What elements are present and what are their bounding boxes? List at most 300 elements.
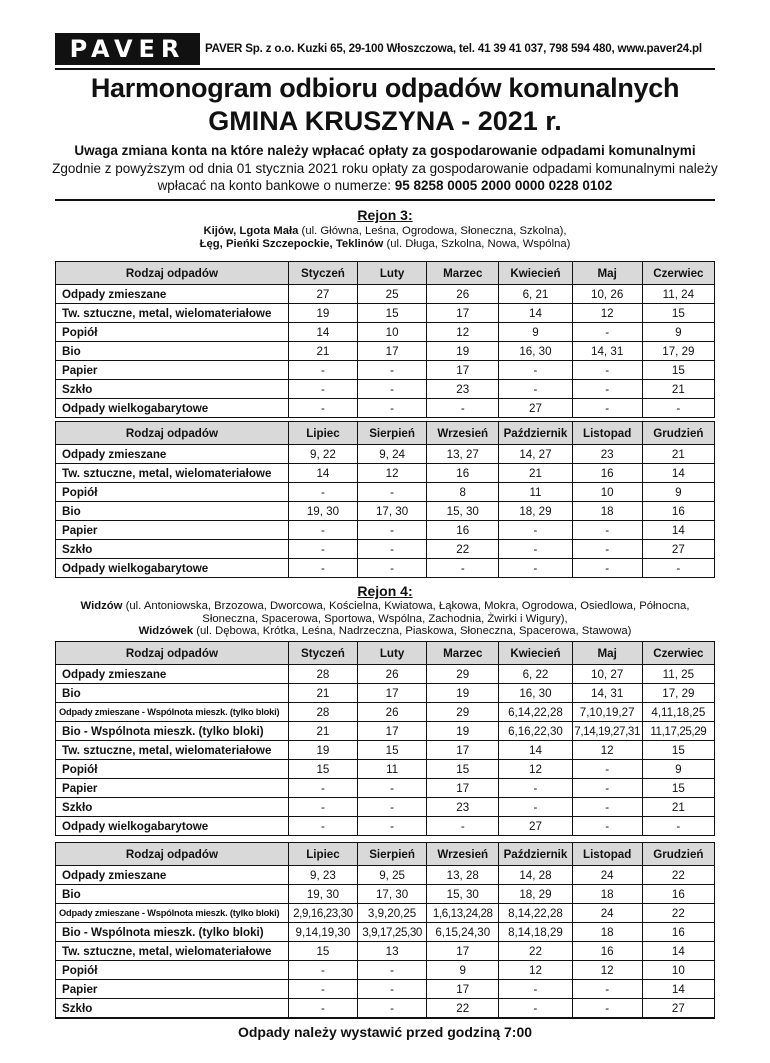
- waste-type-cell: Szkło: [56, 798, 289, 817]
- pickup-dates-cell: -: [572, 323, 642, 342]
- table-row: [56, 399, 715, 418]
- pickup-dates-cell: -: [572, 380, 642, 399]
- month-header: Październik: [499, 422, 572, 445]
- pickup-dates-cell: -: [572, 817, 642, 836]
- schedule-table-r3-h1: [55, 261, 715, 418]
- waste-type-cell: Tw. sztuczne, metal, wielomateriałowe: [56, 464, 289, 483]
- pickup-dates-cell: 15: [288, 942, 357, 961]
- month-header: Maj: [572, 262, 642, 285]
- pickup-dates-cell: -: [427, 399, 499, 418]
- paver-logo: PAVER: [55, 33, 200, 65]
- month-header: Październik: [499, 843, 572, 866]
- pickup-dates-cell: 19: [427, 342, 499, 361]
- pickup-dates-cell: 27: [499, 817, 572, 836]
- pickup-dates-cell: -: [499, 980, 572, 999]
- month-header: Luty: [358, 642, 427, 665]
- pickup-dates-cell: -: [288, 361, 357, 380]
- pickup-dates-cell: 14: [288, 323, 357, 342]
- pickup-dates-cell: 3,9,20,25: [358, 904, 427, 923]
- pickup-dates-cell: 8,14,18,29: [499, 923, 572, 942]
- pickup-dates-cell: -: [642, 817, 714, 836]
- notice-account-prefix: wpłacać na konto bankowe o numerze:: [157, 178, 395, 193]
- pickup-dates-cell: 8: [427, 483, 499, 502]
- pickup-dates-cell: 10, 26: [572, 285, 642, 304]
- waste-type-cell: Szkło: [56, 999, 289, 1018]
- pickup-dates-cell: -: [572, 540, 642, 559]
- pickup-dates-cell: 16, 30: [499, 342, 572, 361]
- pickup-dates-cell: 15: [288, 760, 357, 779]
- pickup-dates-cell: -: [358, 559, 427, 578]
- pickup-dates-cell: 13, 27: [427, 445, 499, 464]
- table-row: [56, 521, 715, 540]
- pickup-dates-cell: 12: [358, 464, 427, 483]
- pickup-dates-cell: 23: [427, 798, 499, 817]
- locality-names: Widzów: [80, 600, 123, 612]
- pickup-dates-cell: 27: [499, 399, 572, 418]
- pickup-dates-cell: 22: [499, 942, 572, 961]
- pickup-dates-cell: -: [358, 399, 427, 418]
- pickup-dates-cell: 12: [572, 304, 642, 323]
- pickup-dates-cell: -: [642, 399, 714, 418]
- schedule-table-r4-h2: [55, 842, 715, 1018]
- bank-account-number: 95 8258 0005 2000 0000 0228 0102: [394, 178, 613, 193]
- month-header: Kwiecień: [499, 642, 572, 665]
- pickup-dates-cell: 19: [427, 722, 499, 741]
- table-row: [56, 779, 715, 798]
- waste-type-cell: Odpady wielkogabarytowe: [56, 399, 289, 418]
- notice-detail: Zgodnie z powyższym od dnia 01 stycznia 2021 roku opłaty za gospodarowanie odpadami komunalnymi należy: [52, 161, 718, 176]
- pickup-dates-cell: 6, 21: [499, 285, 572, 304]
- pickup-dates-cell: 9: [499, 323, 572, 342]
- pickup-dates-cell: 17: [427, 361, 499, 380]
- pickup-dates-cell: -: [288, 399, 357, 418]
- waste-type-cell: Bio: [56, 684, 289, 703]
- pickup-dates-cell: 11, 24: [642, 285, 714, 304]
- pickup-dates-cell: 22: [427, 540, 499, 559]
- pickup-dates-cell: 17: [358, 684, 427, 703]
- pickup-dates-cell: -: [572, 980, 642, 999]
- pickup-dates-cell: -: [499, 559, 572, 578]
- waste-type-cell: Bio: [56, 502, 289, 521]
- table-row: [56, 304, 715, 323]
- table-row: [56, 445, 715, 464]
- pickup-dates-cell: 14: [642, 521, 714, 540]
- pickup-dates-cell: 14: [642, 980, 714, 999]
- waste-type-cell: Papier: [56, 361, 289, 380]
- table-row: [56, 904, 715, 923]
- pickup-dates-cell: 27: [642, 999, 714, 1018]
- waste-type-cell: Popiół: [56, 323, 289, 342]
- pickup-dates-cell: -: [499, 540, 572, 559]
- pickup-dates-cell: 28: [288, 665, 357, 684]
- pickup-dates-cell: -: [288, 559, 357, 578]
- pickup-dates-cell: -: [499, 999, 572, 1018]
- company-info: PAVER Sp. z o.o. Kuzki 65, 29-100 Włoszczowa, tel. 41 39 41 037, 798 594 480, www.paver24.pl: [205, 42, 702, 55]
- street-names: (ul. Długa, Szkolna, Nowa, Wspólna): [383, 237, 571, 250]
- pickup-dates-cell: -: [358, 999, 427, 1018]
- pickup-dates-cell: -: [288, 980, 357, 999]
- waste-type-cell: Bio: [56, 342, 289, 361]
- footer-rule: [55, 1017, 715, 1019]
- pickup-dates-cell: -: [358, 483, 427, 502]
- table-row: [56, 961, 715, 980]
- pickup-dates-cell: 9: [642, 760, 714, 779]
- table-row: [56, 323, 715, 342]
- pickup-dates-cell: 26: [358, 703, 427, 722]
- pickup-dates-cell: 18, 29: [499, 502, 572, 521]
- pickup-dates-cell: -: [358, 980, 427, 999]
- pickup-dates-cell: -: [358, 361, 427, 380]
- pickup-dates-cell: -: [358, 521, 427, 540]
- region-4-description: [60, 600, 710, 638]
- pickup-dates-cell: 14: [642, 942, 714, 961]
- waste-type-cell: Odpady zmieszane - Wspólnota mieszk. (tylko bloki): [56, 703, 289, 722]
- region-desc-line: [60, 225, 710, 238]
- waste-type-cell: Odpady wielkogabarytowe: [56, 817, 289, 836]
- pickup-dates-cell: 7,14,19,27,31: [572, 722, 642, 741]
- pickup-dates-cell: 12: [499, 760, 572, 779]
- pickup-dates-cell: 25: [358, 285, 427, 304]
- pickup-dates-cell: 21: [288, 342, 357, 361]
- waste-type-cell: Bio - Wspólnota mieszk. (tylko bloki): [56, 923, 289, 942]
- month-header: Marzec: [427, 262, 499, 285]
- pickup-dates-cell: 16: [642, 502, 714, 521]
- waste-type-cell: Tw. sztuczne, metal, wielomateriałowe: [56, 741, 289, 760]
- schedule-table-r3-h2: [55, 421, 715, 578]
- pickup-dates-cell: 9: [642, 483, 714, 502]
- waste-type-header: Rodzaj odpadów: [56, 422, 289, 445]
- pickup-dates-cell: -: [499, 779, 572, 798]
- table-row: [56, 703, 715, 722]
- month-header: Lipiec: [288, 422, 357, 445]
- pickup-dates-cell: 19, 30: [288, 885, 357, 904]
- pickup-dates-cell: -: [572, 798, 642, 817]
- waste-type-cell: Popiół: [56, 483, 289, 502]
- pickup-dates-cell: 14: [499, 304, 572, 323]
- waste-type-cell: Szkło: [56, 380, 289, 399]
- pickup-dates-cell: 17, 30: [358, 502, 427, 521]
- pickup-dates-cell: 13: [358, 942, 427, 961]
- locality-names: Widzówek: [138, 625, 194, 638]
- pickup-dates-cell: -: [288, 817, 357, 836]
- pickup-dates-cell: 14, 27: [499, 445, 572, 464]
- month-header: Czerwiec: [642, 642, 714, 665]
- table-row: [56, 885, 715, 904]
- region-desc-line: [60, 600, 710, 625]
- pickup-dates-cell: 26: [427, 285, 499, 304]
- pickup-dates-cell: 14: [642, 464, 714, 483]
- pickup-dates-cell: 14, 31: [572, 684, 642, 703]
- pickup-dates-cell: 22: [642, 904, 714, 923]
- region-4-title: Rejon 4:: [357, 583, 413, 599]
- page-title: Harmonogram odbioru odpadów komunalnych: [90, 73, 680, 103]
- pickup-dates-cell: 16: [642, 923, 714, 942]
- region-desc-line: [60, 238, 710, 251]
- pickup-dates-cell: 22: [427, 999, 499, 1018]
- pickup-dates-cell: -: [288, 380, 357, 399]
- pickup-dates-cell: 9, 22: [288, 445, 357, 464]
- waste-type-cell: Odpady zmieszane: [56, 445, 289, 464]
- pickup-dates-cell: 16: [427, 464, 499, 483]
- waste-type-cell: Papier: [56, 521, 289, 540]
- pickup-dates-cell: -: [427, 817, 499, 836]
- street-names: (ul. Główna, Leśna, Ogrodowa, Słoneczna, Szkolna),: [298, 225, 567, 237]
- pickup-dates-cell: -: [572, 779, 642, 798]
- waste-type-cell: Bio: [56, 885, 289, 904]
- pickup-dates-cell: 18: [572, 885, 642, 904]
- waste-type-cell: Tw. sztuczne, metal, wielomateriałowe: [56, 942, 289, 961]
- waste-type-cell: Popiół: [56, 961, 289, 980]
- pickup-dates-cell: -: [358, 779, 427, 798]
- pickup-dates-cell: 22: [642, 866, 714, 885]
- table-header-row: [56, 642, 715, 665]
- pickup-dates-cell: 17: [427, 980, 499, 999]
- pickup-dates-cell: 15, 30: [427, 885, 499, 904]
- waste-type-cell: Tw. sztuczne, metal, wielomateriałowe: [56, 304, 289, 323]
- month-header: Czerwiec: [642, 262, 714, 285]
- month-header: Sierpień: [358, 843, 427, 866]
- notice-account: [0, 178, 770, 193]
- month-header: Grudzień: [642, 843, 714, 866]
- footer-note: Odpady należy wystawić przed godziną 7:00: [237, 1024, 533, 1040]
- waste-type-cell: Odpady zmieszane: [56, 285, 289, 304]
- table-row: [56, 285, 715, 304]
- table-row: [56, 741, 715, 760]
- pickup-dates-cell: 17: [358, 722, 427, 741]
- pickup-dates-cell: 16: [572, 464, 642, 483]
- waste-type-header: Rodzaj odpadów: [56, 843, 289, 866]
- table-header-row: [56, 843, 715, 866]
- pickup-dates-cell: 17: [427, 942, 499, 961]
- page-header: [55, 33, 715, 65]
- pickup-dates-cell: 29: [427, 703, 499, 722]
- pickup-dates-cell: 28: [288, 703, 357, 722]
- pickup-dates-cell: 19: [288, 741, 357, 760]
- month-header: Listopad: [572, 422, 642, 445]
- pickup-dates-cell: 26: [358, 665, 427, 684]
- header-rule: [55, 68, 715, 70]
- month-header: Luty: [358, 262, 427, 285]
- waste-type-cell: Popiół: [56, 760, 289, 779]
- pickup-dates-cell: -: [499, 798, 572, 817]
- table-row: [56, 760, 715, 779]
- table-row: [56, 684, 715, 703]
- pickup-dates-cell: 18, 29: [499, 885, 572, 904]
- pickup-dates-cell: 12: [572, 961, 642, 980]
- pickup-dates-cell: 1,6,13,24,28: [427, 904, 499, 923]
- pickup-dates-cell: -: [572, 999, 642, 1018]
- pickup-dates-cell: 9: [642, 323, 714, 342]
- pickup-dates-cell: 16, 30: [499, 684, 572, 703]
- table-row: [56, 665, 715, 684]
- pickup-dates-cell: 15: [642, 741, 714, 760]
- locality-names: Łęg, Pieńki Szczepockie, Teklinów: [199, 237, 384, 250]
- pickup-dates-cell: 9: [427, 961, 499, 980]
- month-header: Maj: [572, 642, 642, 665]
- table-row: [56, 361, 715, 380]
- schedule-table-r4-h1: [55, 641, 715, 836]
- pickup-dates-cell: 15: [358, 304, 427, 323]
- pickup-dates-cell: -: [358, 961, 427, 980]
- month-header: Sierpień: [358, 422, 427, 445]
- pickup-dates-cell: 17: [427, 779, 499, 798]
- table-row: [56, 502, 715, 521]
- pickup-dates-cell: 7,10,19,27: [572, 703, 642, 722]
- pickup-dates-cell: -: [427, 559, 499, 578]
- pickup-dates-cell: -: [499, 521, 572, 540]
- month-header: Styczeń: [288, 642, 357, 665]
- pickup-dates-cell: 6, 22: [499, 665, 572, 684]
- region-3-title: Rejon 3:: [357, 207, 413, 223]
- pickup-dates-cell: 10: [642, 961, 714, 980]
- pickup-dates-cell: 16: [642, 885, 714, 904]
- pickup-dates-cell: 11, 25: [642, 665, 714, 684]
- page-subtitle: GMINA KRUSZYNA - 2021 r.: [208, 106, 562, 136]
- waste-type-cell: Papier: [56, 779, 289, 798]
- table-row: [56, 817, 715, 836]
- pickup-dates-cell: 11: [358, 760, 427, 779]
- pickup-dates-cell: 12: [499, 961, 572, 980]
- pickup-dates-cell: 14: [288, 464, 357, 483]
- pickup-dates-cell: 21: [288, 722, 357, 741]
- region-3-description: [60, 225, 710, 250]
- pickup-dates-cell: 11: [499, 483, 572, 502]
- pickup-dates-cell: 17: [358, 342, 427, 361]
- table-row: [56, 483, 715, 502]
- pickup-dates-cell: 17: [427, 304, 499, 323]
- pickup-dates-cell: -: [572, 361, 642, 380]
- pickup-dates-cell: 11,17,25,29: [642, 722, 714, 741]
- table-row: [56, 722, 715, 741]
- pickup-dates-cell: 24: [572, 904, 642, 923]
- pickup-dates-cell: 15: [358, 741, 427, 760]
- table-row: [56, 464, 715, 483]
- pickup-dates-cell: 9, 24: [358, 445, 427, 464]
- pickup-dates-cell: 19, 30: [288, 502, 357, 521]
- pickup-dates-cell: 21: [288, 684, 357, 703]
- pickup-dates-cell: 16: [427, 521, 499, 540]
- pickup-dates-cell: 15: [642, 779, 714, 798]
- pickup-dates-cell: -: [288, 779, 357, 798]
- region-desc-line: [60, 625, 710, 638]
- pickup-dates-cell: 23: [427, 380, 499, 399]
- pickup-dates-cell: 12: [572, 741, 642, 760]
- pickup-dates-cell: 6,15,24,30: [427, 923, 499, 942]
- pickup-dates-cell: 6,16,22,30: [499, 722, 572, 741]
- pickup-dates-cell: 15: [642, 361, 714, 380]
- pickup-dates-cell: 18: [572, 923, 642, 942]
- pickup-dates-cell: 9, 23: [288, 866, 357, 885]
- street-names: (ul. Antoniowska, Brzozowa, Dworcowa, Kościelna, Kwiatowa, Łąkowa, Mokra, Ogrodowa, Osiedlowa, Północna, Słoneczna, Spacerowa, Sportowa, Wspólna, Zachodnia, Żwirki i Wigury),: [122, 600, 690, 625]
- pickup-dates-cell: 9, 25: [358, 866, 427, 885]
- month-header: Wrzesień: [427, 843, 499, 866]
- pickup-dates-cell: 17, 29: [642, 684, 714, 703]
- pickup-dates-cell: -: [288, 540, 357, 559]
- pickup-dates-cell: 10: [572, 483, 642, 502]
- pickup-dates-cell: -: [642, 559, 714, 578]
- waste-type-header: Rodzaj odpadów: [56, 642, 289, 665]
- pickup-dates-cell: 24: [572, 866, 642, 885]
- pickup-dates-cell: 21: [642, 798, 714, 817]
- table-row: [56, 980, 715, 999]
- pickup-dates-cell: -: [288, 961, 357, 980]
- pickup-dates-cell: -: [358, 380, 427, 399]
- pickup-dates-cell: -: [572, 760, 642, 779]
- table-row: [56, 540, 715, 559]
- pickup-dates-cell: 21: [499, 464, 572, 483]
- notice-rule: [55, 199, 715, 201]
- waste-type-cell: Szkło: [56, 540, 289, 559]
- month-header: Marzec: [427, 642, 499, 665]
- pickup-dates-cell: 27: [288, 285, 357, 304]
- table-row: [56, 866, 715, 885]
- table-row: [56, 999, 715, 1018]
- pickup-dates-cell: -: [288, 483, 357, 502]
- waste-type-cell: Odpady zmieszane: [56, 665, 289, 684]
- month-header: Grudzień: [642, 422, 714, 445]
- account-change-notice: Uwaga zmiana konta na które należy wpłacać opłaty za gospodarowanie odpadami komunalnymi: [74, 143, 696, 158]
- pickup-dates-cell: 10, 27: [572, 665, 642, 684]
- table-row: [56, 380, 715, 399]
- pickup-dates-cell: -: [572, 559, 642, 578]
- waste-type-cell: Papier: [56, 980, 289, 999]
- pickup-dates-cell: 19: [427, 684, 499, 703]
- month-header: Styczeń: [288, 262, 357, 285]
- pickup-dates-cell: 17: [427, 741, 499, 760]
- pickup-dates-cell: 19: [288, 304, 357, 323]
- pickup-dates-cell: 15, 30: [427, 502, 499, 521]
- pickup-dates-cell: 12: [427, 323, 499, 342]
- pickup-dates-cell: 2,9,16,23,30: [288, 904, 357, 923]
- waste-type-cell: Odpady zmieszane - Wspólnota mieszk. (tylko bloki): [56, 904, 289, 923]
- pickup-dates-cell: 17, 30: [358, 885, 427, 904]
- waste-type-cell: Bio - Wspólnota mieszk. (tylko bloki): [56, 722, 289, 741]
- table-row: [56, 342, 715, 361]
- pickup-dates-cell: 10: [358, 323, 427, 342]
- month-header: Kwiecień: [499, 262, 572, 285]
- street-names: (ul. Dębowa, Krótka, Leśna, Nadrzeczna, Piaskowa, Słoneczna, Spacerowa, Stawowa): [193, 625, 632, 638]
- pickup-dates-cell: 3,9,17,25,30: [358, 923, 427, 942]
- pickup-dates-cell: -: [288, 798, 357, 817]
- pickup-dates-cell: 21: [642, 445, 714, 464]
- pickup-dates-cell: 27: [642, 540, 714, 559]
- pickup-dates-cell: 17, 29: [642, 342, 714, 361]
- table-row: [56, 942, 715, 961]
- pickup-dates-cell: 6,14,22,28: [499, 703, 572, 722]
- pickup-dates-cell: -: [499, 361, 572, 380]
- pickup-dates-cell: -: [288, 999, 357, 1018]
- pickup-dates-cell: -: [499, 380, 572, 399]
- waste-type-cell: Odpady zmieszane: [56, 866, 289, 885]
- pickup-dates-cell: 23: [572, 445, 642, 464]
- pickup-dates-cell: 14, 28: [499, 866, 572, 885]
- pickup-dates-cell: -: [358, 798, 427, 817]
- table-header-row: [56, 422, 715, 445]
- pickup-dates-cell: 21: [642, 380, 714, 399]
- month-header: Lipiec: [288, 843, 357, 866]
- pickup-dates-cell: -: [572, 399, 642, 418]
- waste-type-cell: Odpady wielkogabarytowe: [56, 559, 289, 578]
- pickup-dates-cell: 16: [572, 942, 642, 961]
- pickup-dates-cell: 29: [427, 665, 499, 684]
- pickup-dates-cell: 15: [427, 760, 499, 779]
- pickup-dates-cell: 13, 28: [427, 866, 499, 885]
- table-row: [56, 923, 715, 942]
- pickup-dates-cell: -: [288, 521, 357, 540]
- table-row: [56, 559, 715, 578]
- month-header: Wrzesień: [427, 422, 499, 445]
- pickup-dates-cell: 15: [642, 304, 714, 323]
